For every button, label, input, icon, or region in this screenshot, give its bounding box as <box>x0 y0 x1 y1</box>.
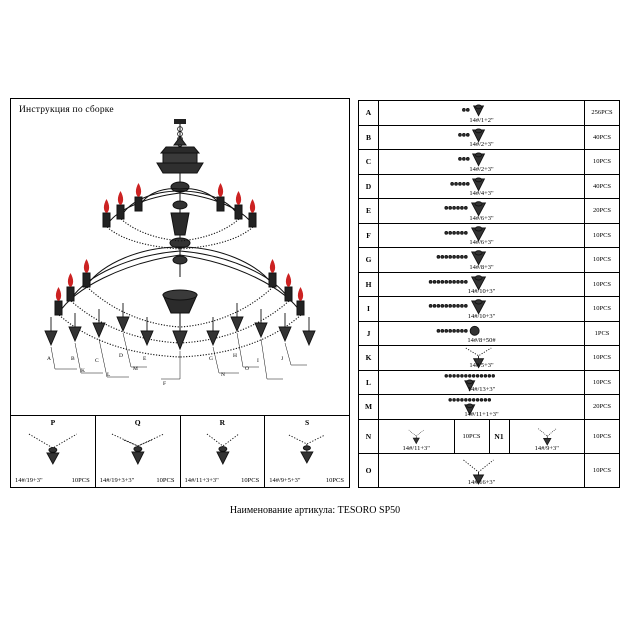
part-label: N <box>359 420 379 453</box>
bottom-part-s <box>265 416 349 487</box>
part-qty: 10PCS <box>584 297 619 321</box>
bottom-part-s-qty: 10PCS <box>325 477 344 484</box>
bottom-part-r <box>181 416 266 487</box>
part-art <box>379 420 454 453</box>
table-row <box>359 297 619 322</box>
part-label: I <box>359 297 379 321</box>
bottom-part-s-code: 14#/9+5+3" <box>269 477 301 484</box>
part-label: F <box>359 224 379 248</box>
part-code: 14#/1+2" <box>469 116 494 124</box>
part-art <box>379 150 584 174</box>
part-code: 14#/8+3" <box>469 263 494 271</box>
part-qty: 10PCS <box>584 248 619 272</box>
part-qty: 40PCS <box>584 175 619 199</box>
svg-text:E: E <box>143 356 147 362</box>
part-code: 14#/10+3" <box>467 312 496 320</box>
svg-text:C: C <box>95 358 99 364</box>
part-code: 14#/16+3" <box>467 478 496 486</box>
part-code: 14#/6+3" <box>469 239 494 246</box>
bottom-part-q <box>96 416 181 487</box>
part-art <box>510 420 585 453</box>
svg-text:N: N <box>221 372 225 378</box>
part-qty: 10PCS <box>584 454 619 487</box>
bottom-part-q-code: 14#/19+3+3" <box>99 477 135 484</box>
part-qty: 10PCS <box>584 273 619 297</box>
bottom-part-r-code: 14#/11+3+3" <box>184 477 219 484</box>
part-art <box>379 175 584 199</box>
bottom-part-p <box>11 416 96 487</box>
part-qty: 10PCS <box>584 224 619 248</box>
part-art <box>379 322 584 346</box>
part-art <box>379 199 584 223</box>
bottom-part-q-art <box>96 426 180 466</box>
bottom-part-p-art <box>11 426 95 466</box>
part-qty: 10PCS <box>584 346 619 370</box>
part-qty: 10PCS <box>584 150 619 174</box>
table-row <box>359 248 619 273</box>
part-label: E <box>359 199 379 223</box>
svg-text:O: O <box>245 366 249 372</box>
table-row <box>359 371 619 396</box>
part-code: 14#/8+50# <box>467 337 496 344</box>
part-label: N1 <box>490 420 510 453</box>
svg-text:F: F <box>163 381 167 387</box>
table-row <box>359 175 619 200</box>
bottom-part-p-label: P <box>50 418 56 427</box>
chandelier-diagram <box>11 117 349 413</box>
diagram-panel <box>10 98 350 416</box>
part-code: 14#/2+3" <box>469 141 494 148</box>
part-art <box>379 371 584 395</box>
part-code: 14#/2+3" <box>469 165 494 173</box>
table-row <box>359 126 619 151</box>
bottom-part-s-label: S <box>305 418 310 427</box>
part-art <box>379 454 584 487</box>
table-segment-n <box>359 420 489 453</box>
bottom-part-q-label: Q <box>134 418 141 427</box>
svg-text:L: L <box>107 372 111 378</box>
part-qty: 10PCS <box>584 420 619 453</box>
svg-text:B: B <box>71 356 75 362</box>
svg-text:J: J <box>281 356 284 362</box>
part-art <box>379 297 584 321</box>
part-code: 14#/11+3" <box>402 444 430 452</box>
part-code: 14#/13+3" <box>467 386 496 393</box>
table-row <box>359 224 619 249</box>
part-art <box>379 395 584 419</box>
part-code: 14#/5+3" <box>469 361 494 369</box>
svg-text:A: A <box>47 356 51 362</box>
part-art <box>379 248 584 272</box>
table-row-split <box>359 420 619 454</box>
table-row <box>359 395 619 420</box>
table-row <box>359 101 619 126</box>
part-art <box>379 126 584 150</box>
part-label: D <box>359 175 379 199</box>
svg-text:K: K <box>81 368 85 374</box>
bottom-part-p-qty: 10PCS <box>71 477 90 484</box>
bottom-part-r-qty: 10PCS <box>241 477 260 484</box>
bottom-part-r-label: R <box>219 418 226 427</box>
part-label: K <box>359 346 379 370</box>
part-label: M <box>359 395 379 419</box>
bottom-part-r-art <box>181 426 265 466</box>
part-qty: 10PCS <box>584 371 619 395</box>
panel-title: Инструкция по сборке <box>19 105 114 115</box>
bottom-part-p-code: 14#/19+3" <box>15 477 43 484</box>
table-row <box>359 346 619 371</box>
part-qty: 1PCS <box>584 322 619 346</box>
part-art <box>379 101 584 125</box>
bottom-parts-row <box>10 416 350 488</box>
part-label: G <box>359 248 379 272</box>
table-row <box>359 273 619 298</box>
part-code: 14#/9+3" <box>534 444 559 452</box>
part-label: H <box>359 273 379 297</box>
part-art <box>379 346 584 370</box>
svg-text:M: M <box>133 366 138 372</box>
part-label: O <box>359 454 379 487</box>
part-code: 14#/11+1+3" <box>464 410 499 418</box>
part-qty: 10PCS <box>454 420 489 453</box>
part-label: L <box>359 371 379 395</box>
part-code: 14#/10+3" <box>467 288 496 295</box>
part-code: 14#/4+3" <box>469 190 494 197</box>
part-qty: 256PCS <box>584 101 619 125</box>
part-label: A <box>359 101 379 125</box>
part-code: 14#/6+3" <box>469 214 494 222</box>
table-row <box>359 150 619 175</box>
table-row <box>359 322 619 347</box>
part-qty: 40PCS <box>584 126 619 150</box>
bottom-part-q-qty: 10PCS <box>156 477 175 484</box>
part-label: B <box>359 126 379 150</box>
table-row <box>359 454 619 488</box>
article-caption: Наименование артикула: TESORO SP50 <box>229 505 401 516</box>
svg-text:H: H <box>233 353 237 359</box>
part-art <box>379 224 584 248</box>
part-art <box>379 273 584 297</box>
part-label: J <box>359 322 379 346</box>
parts-table <box>358 100 620 488</box>
bottom-part-s-art <box>265 426 349 466</box>
svg-text:D: D <box>119 353 123 359</box>
table-row <box>359 199 619 224</box>
part-qty: 20PCS <box>584 199 619 223</box>
svg-text:G: G <box>209 356 213 362</box>
table-segment-n1 <box>489 420 620 453</box>
part-qty: 20PCS <box>584 395 619 419</box>
svg-text:I: I <box>257 358 259 364</box>
part-label: C <box>359 150 379 174</box>
